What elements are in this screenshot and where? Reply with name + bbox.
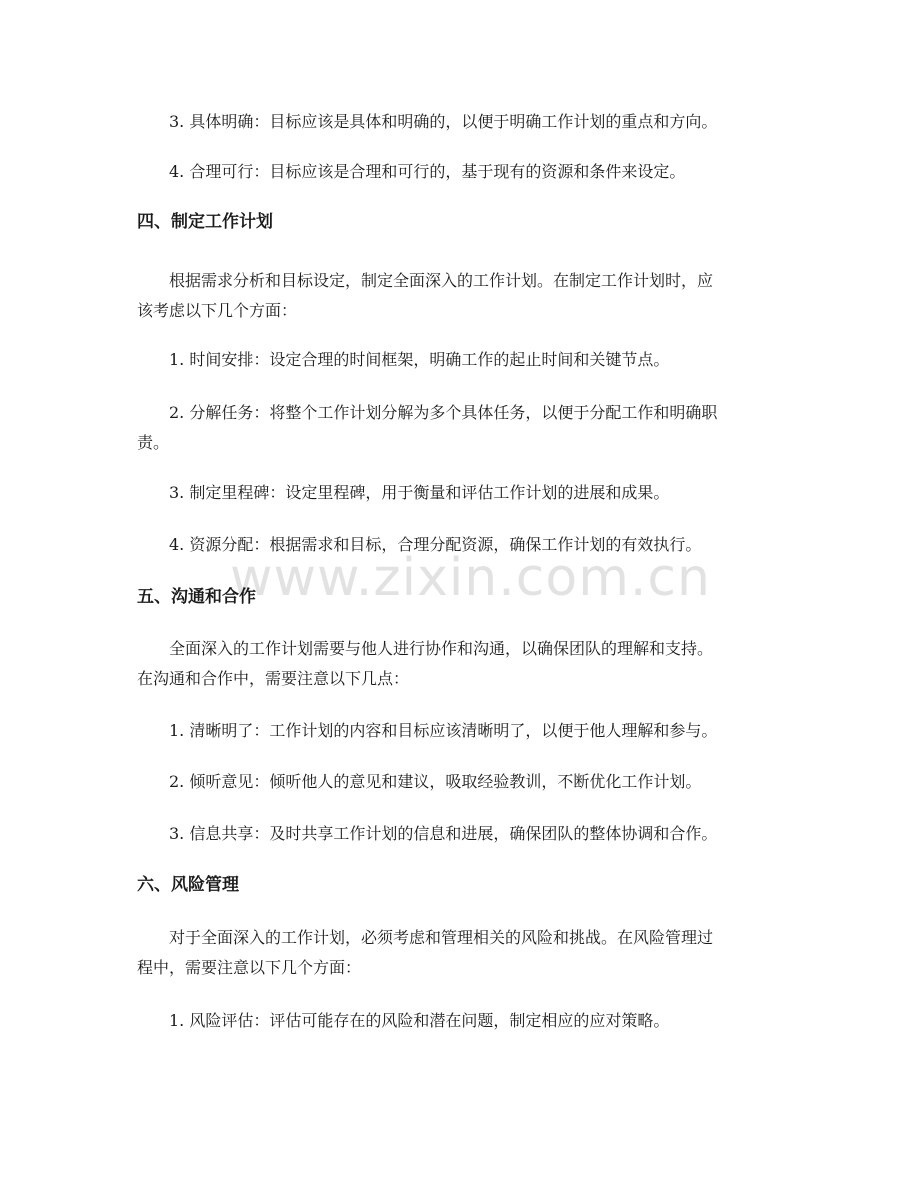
paragraph-line: 对于全面深入的工作计划，必须考虑和管理相关的风险和挑战。在风险管理过 — [169, 928, 714, 947]
list-item: 1. 清晰明了：工作计划的内容和目标应该清晰明了，以便于他人理解和参与。 — [169, 721, 718, 740]
list-item: 4. 合理可行：目标应该是合理和可行的，基于现有的资源和条件来设定。 — [169, 162, 686, 181]
list-item: 2. 倾听意见：倾听他人的意见和建议，吸取经验教训，不断优化工作计划。 — [169, 772, 702, 791]
list-item: 3. 具体明确：目标应该是具体和明确的，以便于明确工作计划的重点和方向。 — [169, 112, 718, 131]
paragraph-line: 程中，需要注意以下几个方面： — [137, 958, 362, 977]
section-heading: 五、沟通和合作 — [137, 587, 256, 607]
list-item-continuation: 责。 — [137, 433, 170, 452]
list-item: 2. 分解任务：将整个工作计划分解为多个具体任务，以便于分配工作和明确职 — [169, 403, 718, 422]
list-item: 3. 信息共享：及时共享工作计划的信息和进展，确保团队的整体协调和合作。 — [169, 824, 718, 843]
paragraph-line: 根据需求分析和目标设定，制定全面深入的工作计划。在制定工作计划时，应 — [169, 271, 714, 290]
list-item: 1. 风险评估：评估可能存在的风险和潜在问题，制定相应的应对策略。 — [169, 1011, 670, 1030]
paragraph-line: 该考虑以下几个方面： — [137, 301, 298, 320]
section-heading: 四、制定工作计划 — [137, 212, 273, 232]
list-item: 3. 制定里程碑：设定里程碑，用于衡量和评估工作计划的进展和成果。 — [169, 483, 670, 502]
paragraph-line: 全面深入的工作计划需要与他人进行协作和沟通，以确保团队的理解和支持。 — [169, 639, 714, 658]
list-item: 4. 资源分配：根据需求和目标，合理分配资源，确保工作计划的有效执行。 — [169, 535, 702, 554]
section-heading: 六、风险管理 — [137, 875, 239, 895]
watermark: www.zixin.com.cn — [230, 548, 711, 608]
paragraph-line: 在沟通和合作中，需要注意以下几点： — [137, 669, 410, 688]
list-item: 1. 时间安排：设定合理的时间框架，明确工作的起止时间和关键节点。 — [169, 350, 670, 369]
